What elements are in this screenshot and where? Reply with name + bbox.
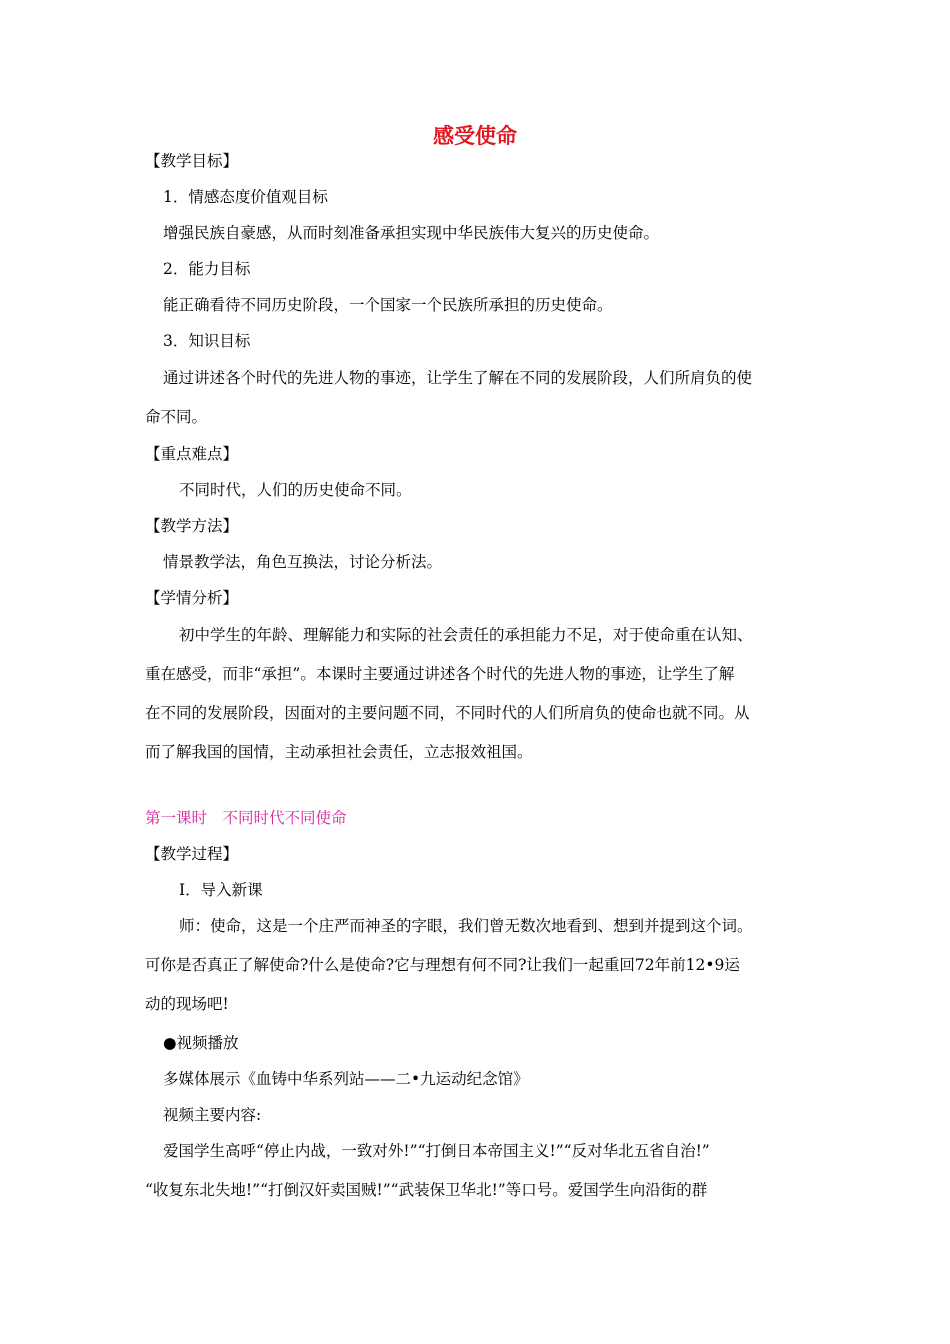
methods-text: 情景教学法，角色互换法，讨论分析法。	[163, 553, 443, 571]
process-step-1-heading: Ⅰ．导入新课	[179, 881, 263, 899]
teacher-intro-line-2: 可你是否真正了解使命?什么是使命?它与理想有何不同?让我们一起重回72年前12•9运	[145, 956, 740, 974]
multimedia-line: 多媒体展示《血铸中华系列站——二•九运动纪念馆》	[163, 1070, 529, 1088]
analysis-text-line-1: 初中学生的年龄、理解能力和实际的社会责任的承担能力不足，对于使命重在认知、	[179, 626, 753, 644]
objective-1-text: 增强民族自豪感，从而时刻准备承担实现中华民族伟大复兴的历史使命。	[163, 224, 660, 242]
section-heading-analysis: 【学情分析】	[145, 589, 239, 607]
objective-1-heading: 1．情感态度价值观目标	[163, 188, 328, 206]
objective-2-text: 能正确看待不同历史阶段，一个国家一个民族所承担的历史使命。	[163, 296, 613, 314]
lesson-heading: 第一课时 不同时代不同使命	[145, 809, 347, 827]
analysis-text-line-2: 重在感受，而非“承担”。本课时主要通过讲述各个时代的先进人物的事迹，让学生了解	[145, 665, 735, 683]
document-title: 感受使命	[433, 124, 517, 148]
analysis-text-line-3: 在不同的发展阶段，因面对的主要问题不同，不同时代的人们所肩负的使命也就不同。从	[145, 704, 750, 722]
objective-3-heading: 3．知识目标	[163, 332, 251, 350]
video-play-item: ●视频播放	[163, 1034, 239, 1052]
teacher-intro-line-3: 动的现场吧!	[145, 995, 229, 1013]
video-content-line-2: “收复东北失地!”“打倒汉奸卖国贼!”“武装保卫华北!”等口号。爱国学生向沿街的群	[145, 1181, 708, 1199]
video-content-heading: 视频主要内容:	[163, 1106, 262, 1124]
section-heading-process: 【教学过程】	[145, 845, 239, 863]
analysis-text-line-4: 而了解我国的国情，主动承担社会责任，立志报效祖国。	[145, 743, 533, 761]
objective-2-heading: 2．能力目标	[163, 260, 251, 278]
section-heading-key-points: 【重点难点】	[145, 445, 239, 463]
objective-3-text: 通过讲述各个时代的先进人物的事迹，让学生了解在不同的发展阶段，人们所肩负的使	[163, 369, 753, 387]
video-content-line-1: 爱国学生高呼“停止内战，一致对外!”“打倒日本帝国主义!”“反对华北五省自治!”	[163, 1142, 710, 1160]
key-points-text: 不同时代，人们的历史使命不同。	[179, 481, 412, 499]
section-heading-objectives: 【教学目标】	[145, 152, 239, 170]
objective-3-text-cont: 命不同。	[145, 408, 208, 426]
teacher-intro-line-1: 师：使命，这是一个庄严而神圣的字眼，我们曾无数次地看到、想到并提到这个词。	[179, 917, 753, 935]
section-heading-methods: 【教学方法】	[145, 517, 239, 535]
